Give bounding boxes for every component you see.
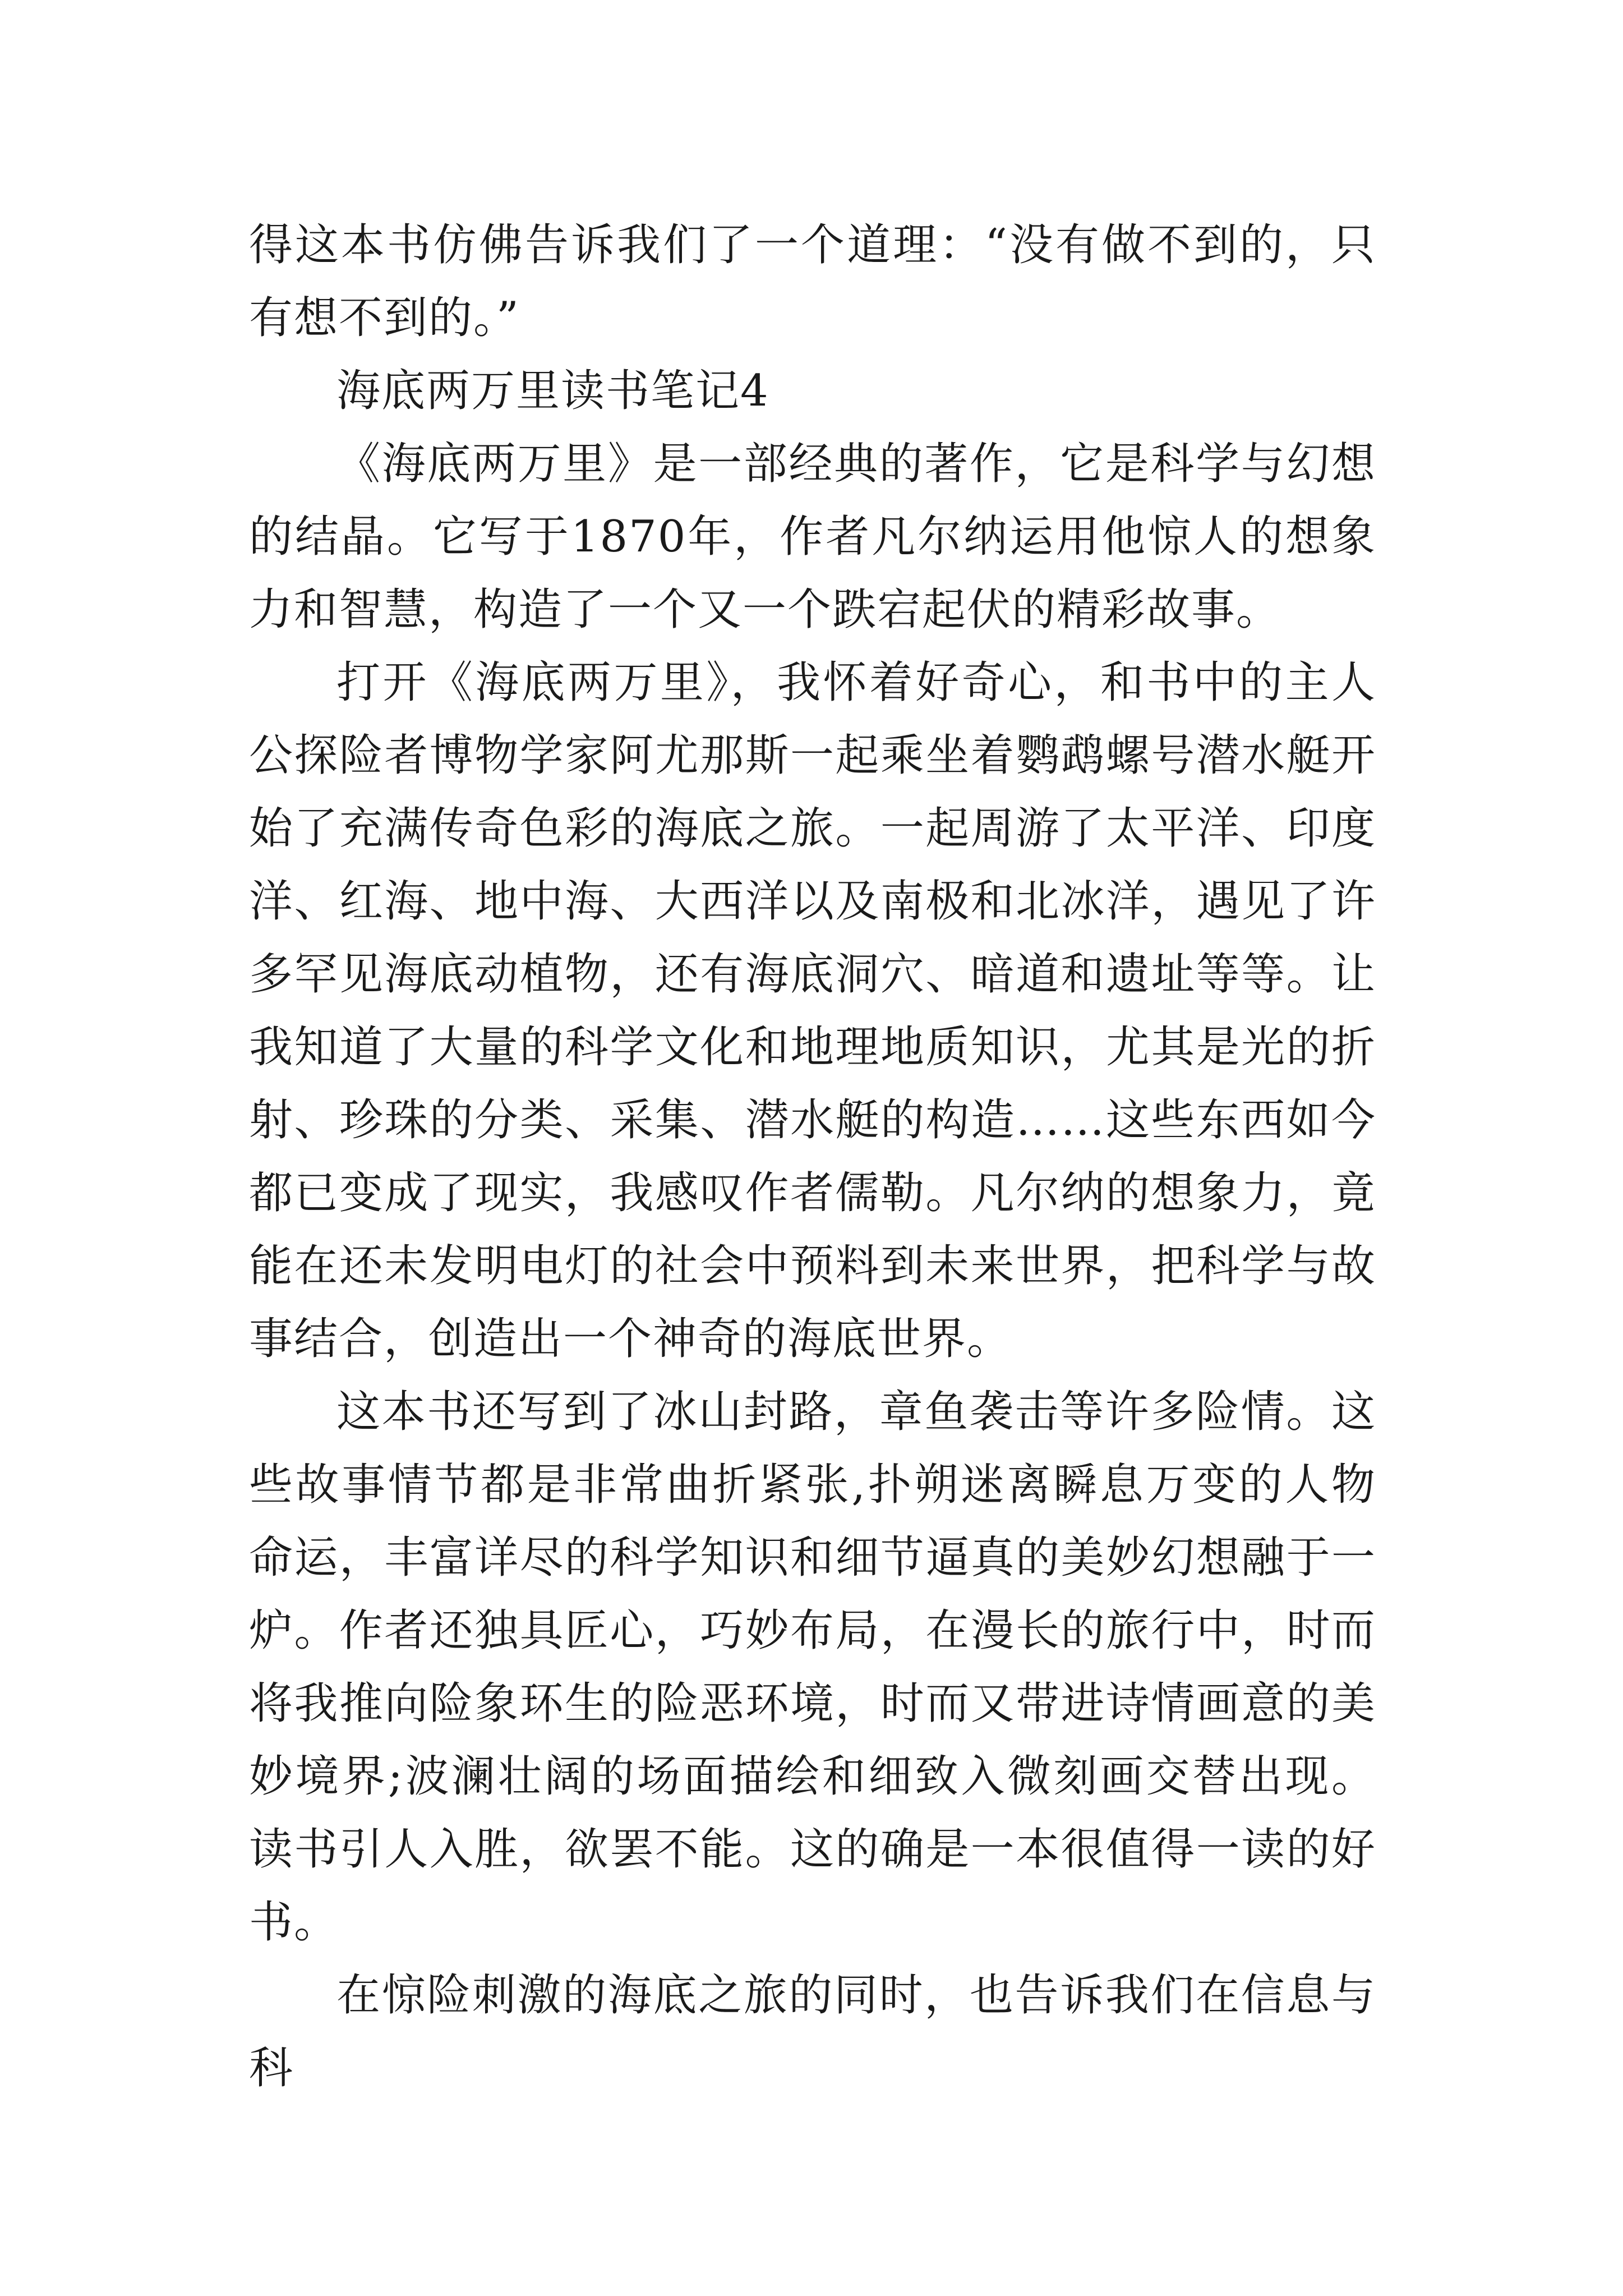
paragraph-closing: 在惊险刺激的海底之旅的同时，也告诉我们在信息与科 bbox=[249, 1970, 1376, 2093]
document-body bbox=[249, 209, 1376, 2105]
paragraph-perils: 这本书还写到了冰山封路，章鱼袭击等许多险情。这些故事情节都是非常曲折紧张,扑朔迷离瞬息万变的人物命运，丰富详尽的科学知识和细节逼真的美妙幻想融于一炉。作者还独具匠心，巧妙布局，在漫长的旅行中，时而将我推向险象环生的险恶环境，时而又带进诗情画意的美妙境界;波澜壮阔的场面描绘和细致入微刻画交替出现。读书引人入胜，欲罢不能。这的确是一本很值得一读的好书。 bbox=[249, 1387, 1376, 1948]
section-heading: 海底两万里读书笔记4 bbox=[336, 366, 769, 416]
paragraph-continuation: 得这本书仿佛告诉我们了一个道理：“没有做不到的，只有想不到的。” bbox=[249, 220, 1376, 343]
paragraph-journey: 打开《海底两万里》，我怀着好奇心，和书中的主人公探险者博物学家阿尤那斯一起乘坐着鹦鹉螺号潜水艇开始了充满传奇色彩的海底之旅。一起周游了太平洋、印度洋、红海、地中海、大西洋以及南极和北冰洋，遇见了许多罕见海底动植物，还有海底洞穴、暗道和遗址等等。让我知道了大量的科学文化和地理地质知识，尤其是光的折射、珍珠的分类、采集、潜水艇的构造……这些东西如今都已变成了现实，我感叹作者儒勒。凡尔纳的想象力，竟能在还未发明电灯的社会中预料到未来世界，把科学与故事结合，创造出一个神奇的海底世界。 bbox=[249, 657, 1376, 1364]
paragraph-intro: 《海底两万里》是一部经典的著作，它是科学与幻想的结晶。它写于1870年，作者凡尔纳运用他惊人的想象力和智慧，构造了一个又一个跌宕起伏的精彩故事。 bbox=[249, 439, 1376, 635]
